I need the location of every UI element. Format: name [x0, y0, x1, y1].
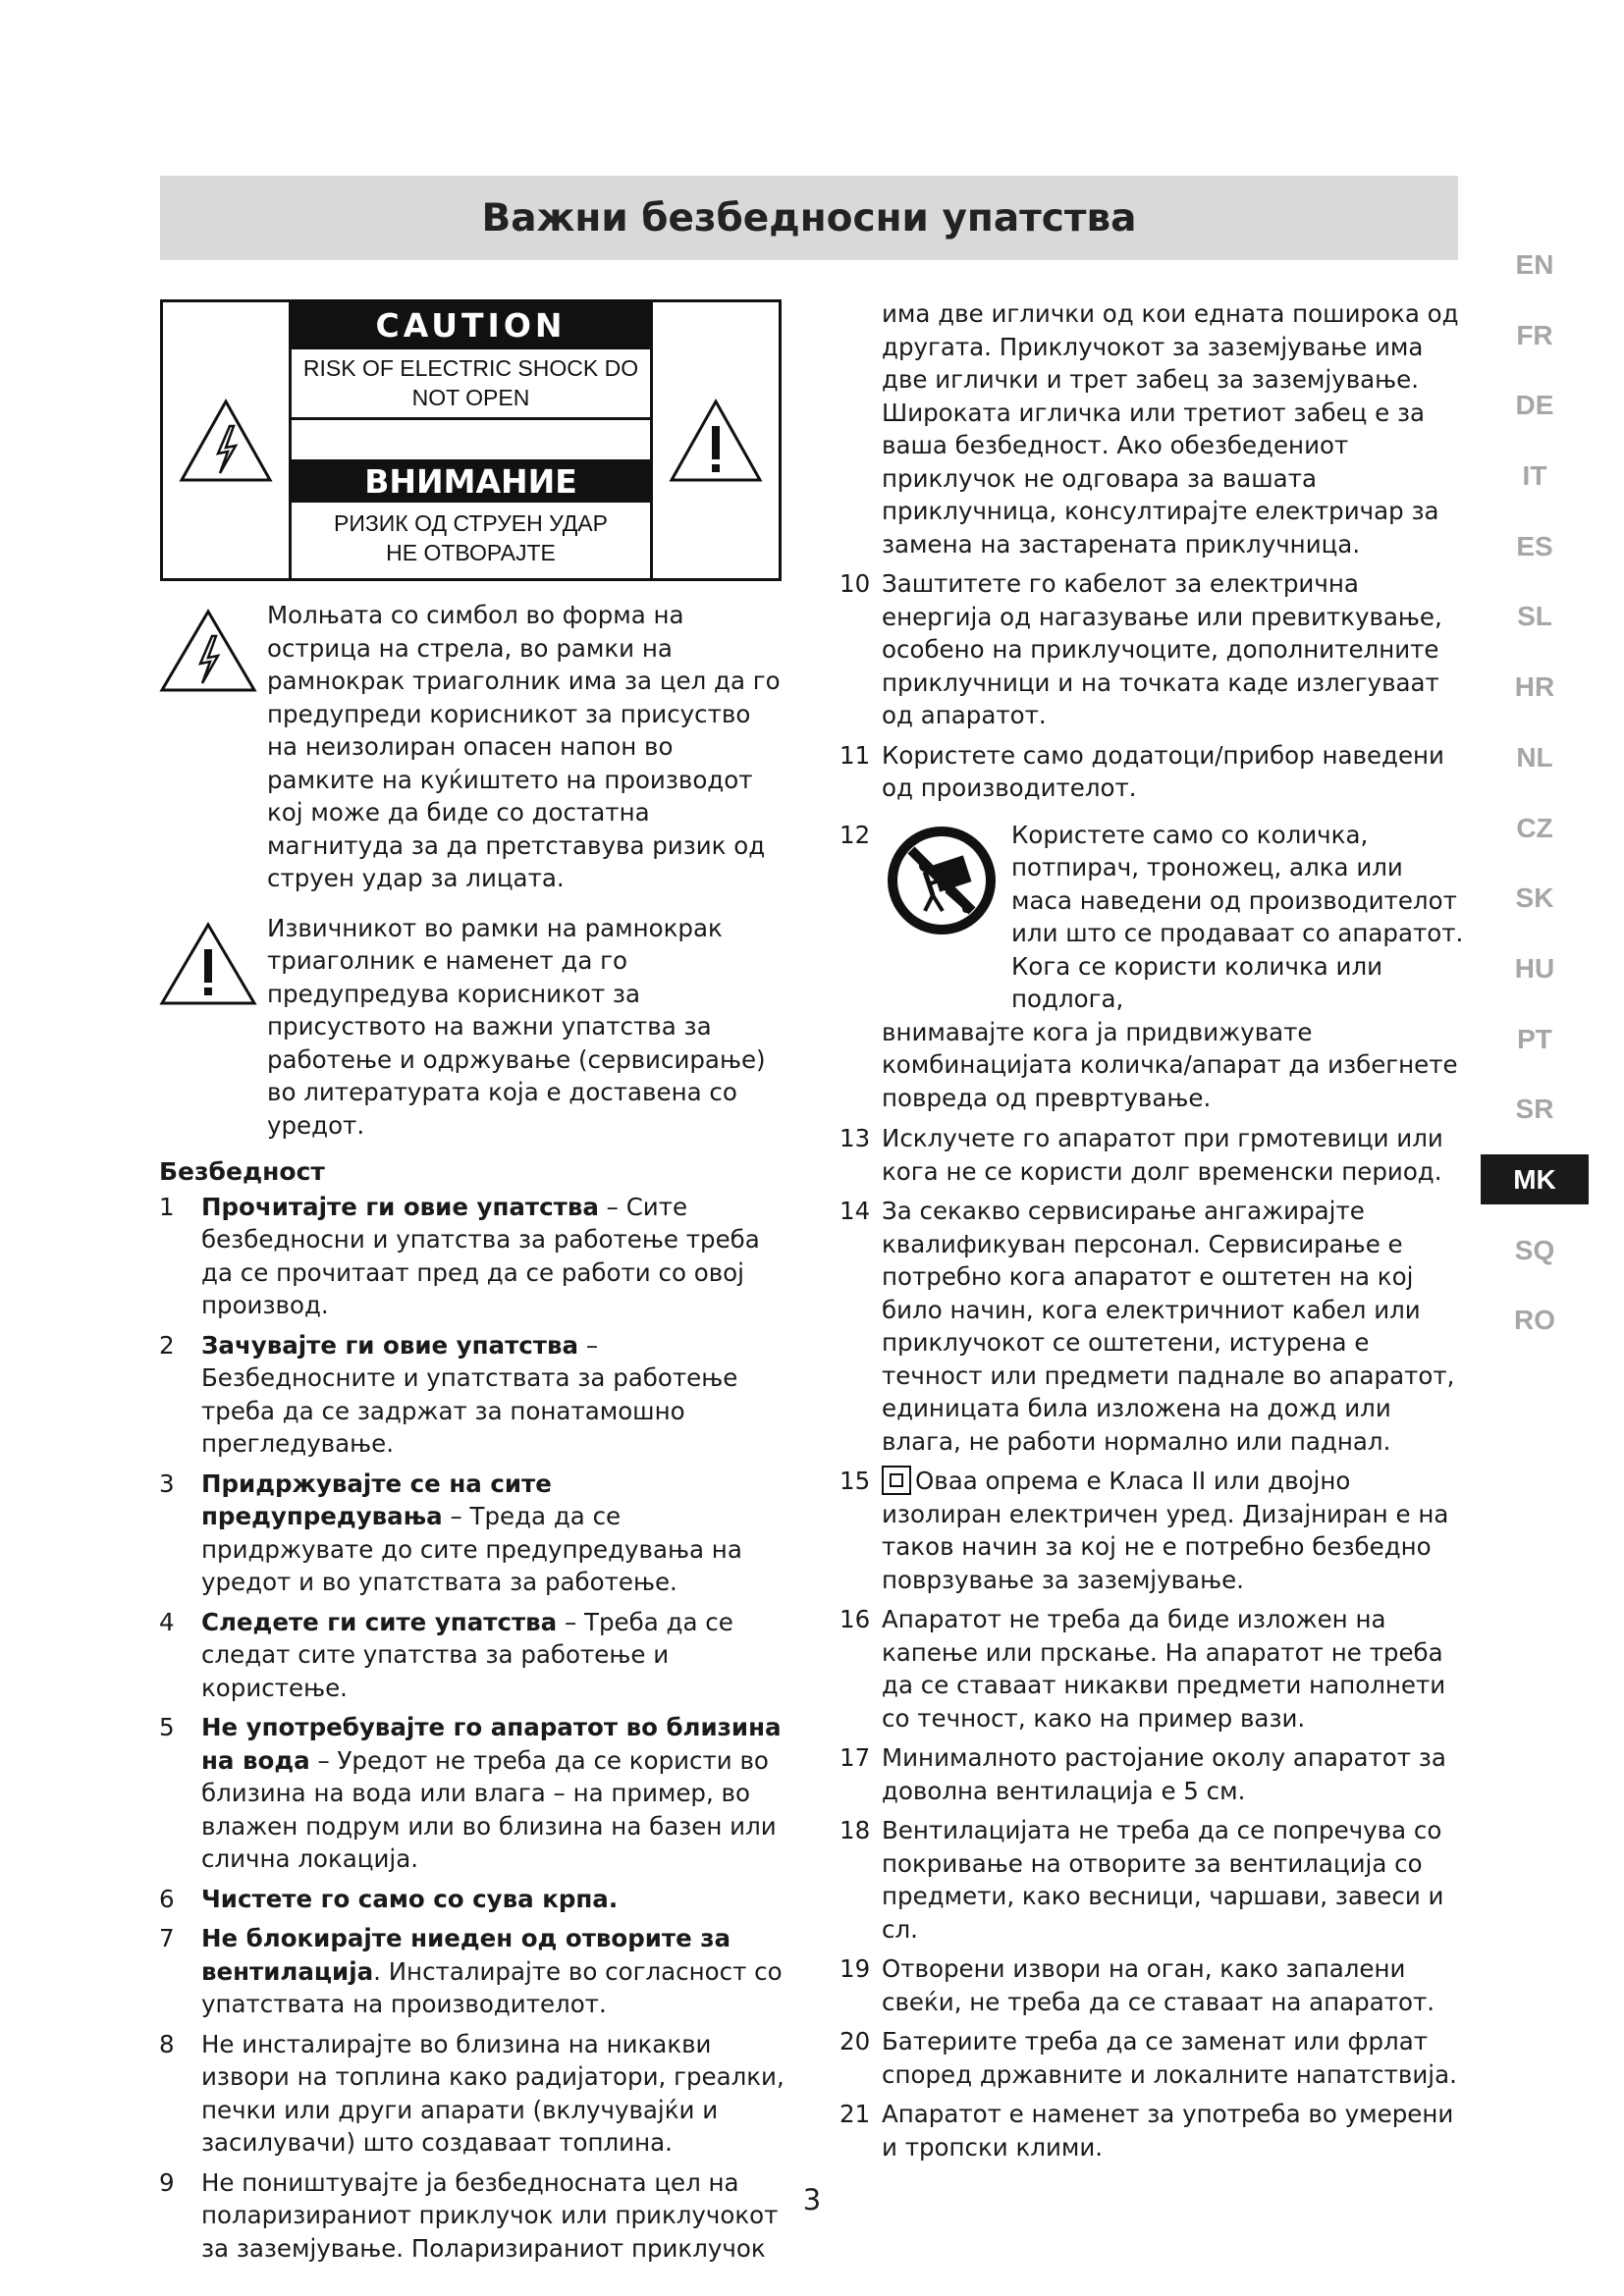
item-text: Заштитете го кабелот за електрична енергија од нагазување или превиткување, особено на приклучоците, дополнителните приклучници и на точката каде излегуваат од апаратот. — [882, 569, 1442, 729]
safety-list-right-a — [839, 567, 1468, 805]
caution-text-mk-line2: НЕ ОТВОРАЈТЕ — [386, 540, 556, 565]
language-tab[interactable]: MK — [1481, 1154, 1589, 1204]
item-text: Не поништувајте ја безбедносната цел на поларизираниот приклучок или приклучокот за заземјување. Поларизираниот приклучок — [201, 2167, 779, 2263]
item-bold: Прочитајте ги овие упатства — [201, 1192, 599, 1221]
section-heading: Безбедност — [159, 1157, 325, 1186]
item-text: Користете само додатоци/прибор наведени од производителот. — [882, 740, 1444, 802]
caution-exclamation-cell — [650, 302, 779, 578]
item-number: 15 — [839, 1467, 871, 1495]
list-item — [159, 1711, 787, 1876]
item-number: 18 — [839, 1816, 871, 1844]
language-tabs — [1481, 240, 1589, 1365]
item-number: 9 — [159, 2167, 175, 2197]
item-bold: Не блокирајте ниеден од отворите за вентилација — [201, 1924, 731, 1986]
item-9-continued: има две иглички од кои едната поширока од другата. Приклучокот за заземјување има две иглички и трет забец за заземјување. Широката игличка или третиот забец е за ваша безбедност. Ако обезбедениот приклучок не одговара за вашата приклучница, консултирајте електричар за замена на застарената приклучница. — [882, 299, 1459, 559]
caution-text-en: RISK OF ELECTRIC SHOCK DO NOT OPEN — [289, 349, 653, 420]
language-tab[interactable]: FR — [1516, 319, 1553, 350]
item-text: . Инсталирајте во согласност со упатствата на производителот. — [201, 1956, 783, 2018]
language-tab[interactable]: SK — [1515, 882, 1554, 914]
lightning-symbol-text: Молњата со симбол во форма на острица на стрела, во рамки на рамнокрак триаголник има за цел да го предупреди корисникот за присуство на неизолиран опасен напон во рамките на куќиштето на производот кој може да биде со достатна магнитуда за да претставува ризик од струен удар за лицата. — [267, 601, 781, 892]
list-item — [839, 1741, 1468, 1807]
safety-list-right-b — [839, 1122, 1468, 2163]
language-tab[interactable]: SR — [1515, 1094, 1554, 1125]
item-bold: Зачувајте ги овие упатства — [201, 1330, 579, 1360]
lightning-warning-icon — [159, 609, 257, 693]
item-number: 3 — [159, 1468, 175, 1498]
list-item — [839, 739, 1468, 805]
item-bold: Не употребувајте го апаратот во близина на вода — [201, 1713, 782, 1775]
item-number: 12 — [839, 820, 871, 849]
list-item — [839, 1814, 1468, 1946]
language-tab[interactable]: RO — [1514, 1305, 1555, 1336]
page-title: Важни безбедносни упатства — [481, 195, 1137, 240]
item-number: 14 — [839, 1197, 871, 1225]
item-text: – Сите безбедносни и упатства за работење треба да се прочитаат пред да се работи со овој производ. — [201, 1192, 760, 1319]
language-tab[interactable]: DE — [1515, 390, 1554, 421]
item-number: 7 — [159, 1924, 175, 1952]
list-item — [159, 1883, 787, 1916]
exclamation-warning-icon — [667, 397, 765, 485]
item-number: 11 — [839, 740, 871, 770]
caution-label — [160, 299, 782, 581]
item-text: Батериите треба да се заменат или фрлат според државните и локалните напатствија. — [882, 2027, 1457, 2089]
list-item — [839, 1122, 1468, 1188]
item-text: За секакво сервисирање ангажирајте квалификуван персонал. Сервисирање е потребно кога апаратот е оштетен на кој било начин, кога електричниот кабел или приклучокот се оштетени, истурена е течност или предмети паднале во апаратот, единицата била изложена на дожд или влага, не работи нормално или паднал. — [882, 1197, 1455, 1456]
caution-text-mk — [289, 503, 653, 567]
item-bold: Чистете го само со сува крпа. — [201, 1884, 619, 1913]
language-tab[interactable]: SL — [1517, 601, 1552, 632]
lightning-warning-icon — [177, 397, 275, 485]
list-item — [839, 1465, 1468, 1596]
cart-warning-text: Користете само со количка, потпирач, троножец, алка или маса наведени од производителот или што се продаваат со апаратот. Кога се користи количка или подлога, — [1011, 820, 1464, 1013]
item-text: Не инсталирајте во близина на никакви извори на топлина како радијатори, греалки, печки или други апарати (вклучувајќи и засилувачи) што создаваат топлина. — [201, 2029, 785, 2157]
item-number: 17 — [839, 1743, 871, 1772]
caution-text-mk-line1: РИЗИК ОД СТРУЕН УДАР — [334, 510, 608, 536]
language-tab[interactable]: HU — [1514, 952, 1555, 984]
safety-list-left — [159, 1191, 787, 2266]
right-column — [839, 297, 1468, 2170]
exclamation-symbol-explanation — [159, 912, 787, 1143]
caution-heading-en: CAUTION — [289, 302, 653, 349]
language-tab[interactable]: NL — [1516, 741, 1553, 773]
item-text: Апаратот не треба да биде изложен на капење или прскање. На апаратот не треба да се ставаат никакви предмети наполнети со течност, како на пример вази. — [882, 1605, 1446, 1733]
caution-divider — [289, 420, 653, 459]
list-item — [159, 1922, 787, 2021]
cart-warning-text-continued: внимавајте кога ја придвижувате комбинацијата количка/апарат да избегнете повреда од превртување. — [882, 1017, 1458, 1112]
list-item — [839, 2098, 1468, 2163]
exclamation-symbol-text: Извичникот во рамки на рамнокрак триаголник е наменет да го предупредува корисникот за присуството на важни упатства за работење и одржување (сервисирање) во литературата која е доставена со уредот. — [267, 913, 766, 1140]
exclamation-warning-icon — [159, 922, 257, 1006]
list-item — [159, 1606, 787, 1705]
list-item — [159, 1329, 787, 1461]
item-text: – Треда да се придржувате до сите предупредувања на уредот и во упатствата за работење. — [201, 1502, 742, 1596]
item-text: Вентилацијата не треба да се попречува со покривање на отворите за вентилација со предмети, како весници, чаршави, завеси и сл. — [882, 1816, 1444, 1944]
item-text: Минималното растојание околу апаратот за доволна вентилација е 5 см. — [882, 1743, 1446, 1805]
lightning-symbol-explanation — [159, 599, 787, 895]
list-item — [839, 567, 1468, 732]
item-number: 10 — [839, 569, 871, 598]
language-tab[interactable]: ES — [1516, 530, 1553, 561]
item-text: Оваа опрема е Класа II или двојно изолиран електричен уред. Дизајниран е на таков начин за кој не е потребно безбедно поврзување за заземјување. — [882, 1467, 1449, 1594]
language-tab[interactable]: IT — [1522, 460, 1547, 492]
item-text: – Треба да се следат сите упатства за работење и користење. — [201, 1607, 733, 1702]
tip-over-cart-icon — [884, 823, 1000, 938]
list-item — [159, 1468, 787, 1599]
item-number: 8 — [159, 2029, 175, 2058]
language-tab[interactable]: HR — [1514, 671, 1555, 703]
item-number: 5 — [159, 1713, 175, 1741]
list-item — [159, 1191, 787, 1322]
language-tab[interactable]: EN — [1515, 249, 1554, 280]
left-column — [159, 599, 787, 2271]
caution-heading-mk: ВНИМАНИЕ — [289, 459, 653, 503]
item-number: 1 — [159, 1192, 175, 1221]
item-text: Исклучете го апаратот при грмотевици или кога не се користи долг временски период. — [882, 1124, 1443, 1186]
item-bold: Следете ги сите упатства — [201, 1607, 558, 1636]
item-text: – Безбедносните и упатствата за работење треба да се задржат за понатамошно прегледување. — [201, 1330, 738, 1458]
item-number: 16 — [839, 1605, 871, 1633]
item-text: Отворени извори на оган, како запалени свеќи, не треба да се ставаат на апаратот. — [882, 1954, 1435, 2016]
caution-lightning-cell — [163, 302, 292, 578]
language-tab[interactable]: PT — [1517, 1023, 1552, 1054]
item-number: 13 — [839, 1124, 871, 1152]
item-number: 20 — [839, 2027, 871, 2056]
list-item — [839, 1952, 1468, 2018]
item-number: 2 — [159, 1330, 175, 1360]
class-ii-double-insulation-icon — [882, 1466, 911, 1495]
list-item — [839, 1603, 1468, 1735]
language-tab[interactable]: CZ — [1516, 812, 1553, 843]
item-number: 21 — [839, 2100, 871, 2128]
list-item — [159, 2028, 787, 2160]
list-item — [839, 2025, 1468, 2091]
item-number: 6 — [159, 1884, 175, 1913]
item-bold: Придржувајте се на сите предупредувања — [201, 1468, 552, 1530]
item-text: Апаратот е наменет за употреба во умерени и тропски клими. — [882, 2100, 1454, 2162]
caution-center — [289, 302, 653, 578]
page-number: 3 — [802, 2183, 822, 2216]
list-item — [839, 1195, 1468, 1458]
list-item-cart-warning — [839, 819, 1468, 1115]
item-text: – Уредот не треба да се користи во близина на вода или влага – на пример, во влажен подрум или во близина на базен или слична локација. — [201, 1745, 777, 1873]
title-bar — [160, 176, 1458, 260]
item-number: 4 — [159, 1607, 175, 1636]
item-number: 19 — [839, 1954, 871, 1983]
language-tab[interactable]: SQ — [1514, 1234, 1555, 1265]
